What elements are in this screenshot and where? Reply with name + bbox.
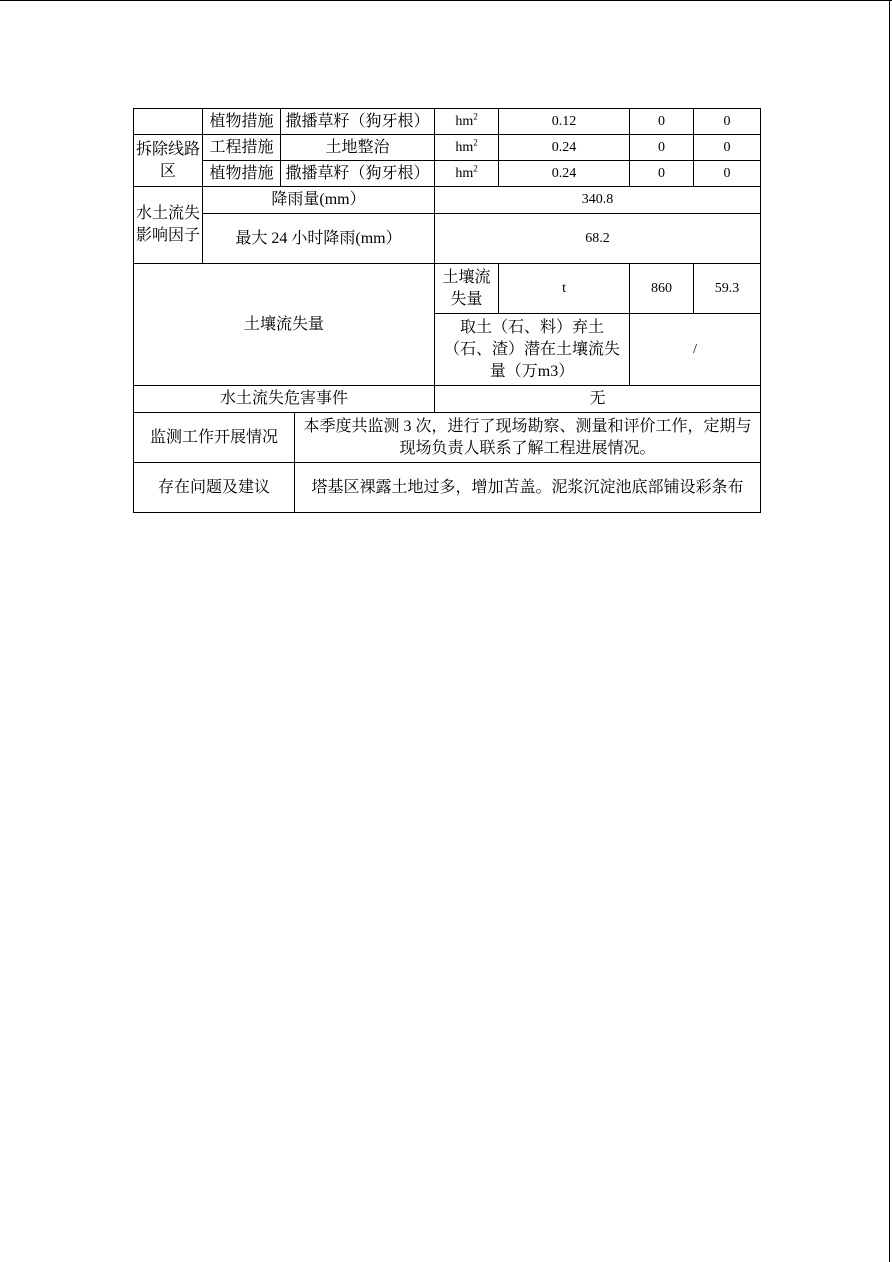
measure-planned: 0.24 [499,161,630,187]
measure-done: 0 [630,161,694,187]
measure-unit: $hm^2$ [435,109,499,135]
max24-value: 68.2 [435,214,761,264]
measure-type: 工程措施 [203,135,281,161]
spoil-label: 取土（石、料）弃土（石、渣）潜在土壤流失量（万m3） [435,314,630,386]
soil-loss-row [134,264,761,314]
measure-rate: 0 [694,161,761,187]
measure-type: 植物措施 [203,161,281,187]
measure-name: 土地整治 [281,135,435,161]
measure-done: 0 [630,135,694,161]
rainfall-row [134,187,761,214]
measure-done: 0 [630,109,694,135]
spoil-value: / [630,314,761,386]
monitoring-value: 本季度共监测 3 次，进行了现场勘察、测量和评价工作，定期与现场负责人联系了解工程进展情况。 [295,413,761,463]
max24-label: 最大 24 小时降雨(mm） [203,214,435,264]
hazard-label: 水土流失危害事件 [134,386,435,413]
measure-row-3 [134,161,761,187]
measure-rate: 0 [694,135,761,161]
soil-loss-sub-label: 土壤流失量 [435,264,499,314]
rainfall-label: 降雨量(mm） [203,187,435,214]
page-top-border [0,0,892,1]
area-label: 拆除线路区 [134,135,203,187]
soil-loss-value-2: 59.3 [694,264,761,314]
issues-label: 存在问题及建议 [134,463,295,513]
soil-loss-unit: t [499,264,630,314]
measure-rate: 0 [694,109,761,135]
issues-row [134,463,761,513]
measure-planned: 0.24 [499,135,630,161]
max24-row [134,214,761,264]
soil-loss-value-1: 860 [630,264,694,314]
measure-unit: $hm^2$ [435,161,499,187]
measure-name: 撒播草籽（狗牙根） [281,109,435,135]
measure-row-2 [134,135,761,161]
issues-value: 塔基区裸露土地过多，增加苫盖。泥浆沉淀池底部铺设彩条布 [295,463,761,513]
monitoring-label: 监测工作开展情况 [134,413,295,463]
measure-type: 植物措施 [203,109,281,135]
monitoring-report-table [133,108,761,513]
measure-unit: $hm^2$ [435,135,499,161]
soil-loss-label: 土壤流失量 [134,264,435,386]
measure-row-1 [134,109,761,135]
page-right-border [889,0,890,1262]
rainfall-value: 340.8 [435,187,761,214]
measure-name: 撒播草籽（狗牙根） [281,161,435,187]
measure-planned: 0.12 [499,109,630,135]
hazard-value: 无 [435,386,761,413]
hazard-row [134,386,761,413]
area-cell-blank [134,109,203,135]
monitoring-row [134,413,761,463]
factors-label: 水土流失影响因子 [134,187,203,264]
